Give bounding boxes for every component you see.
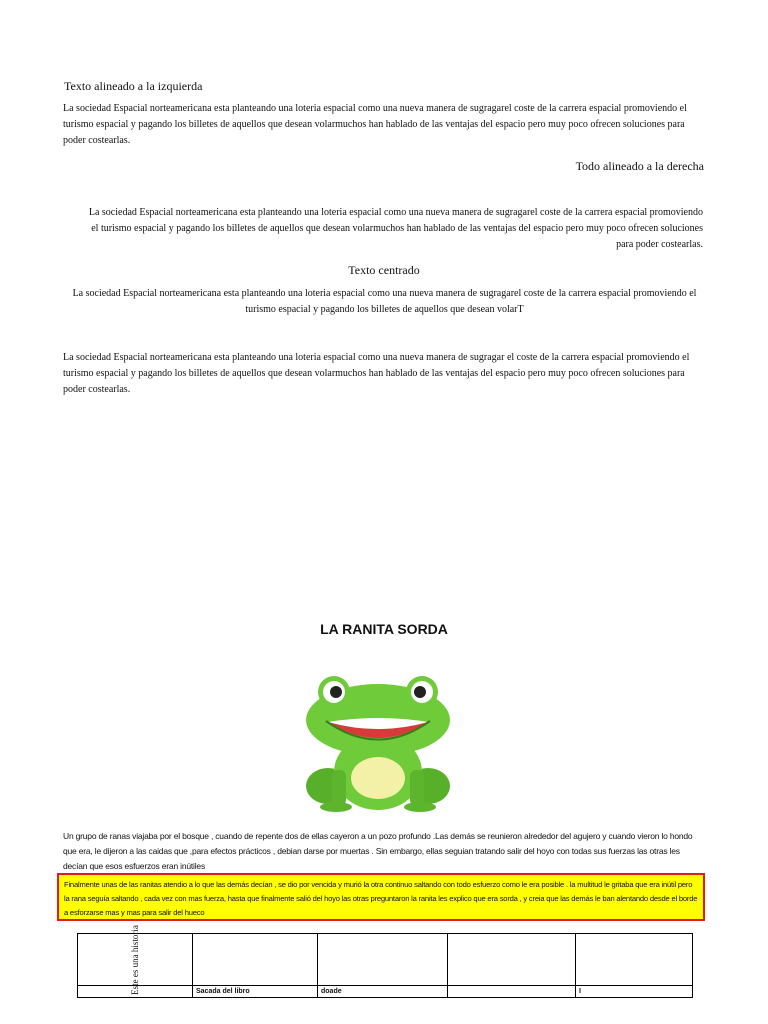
highlighted-paragraph: Finalmente unas de las ranitas atendio a lo que las demás decían , se dio por vencida y murió la otra continuo saltando con todo esfuerzo como le era posible . la multitud le gritaba que era inútil pero la rana seguía saltando , cada vez con mas fuerza, hasta que finalmente salió del hoyo las otras preguntaron la ranita les explico que era sorda , y creia que las demás le ban alentando desde el borde a esforzarse mas y mas para salir del hueco bbox=[57, 873, 705, 921]
paragraph-justified: La sociedad Espacial norteamericana esta planteando una loteria espacial como una nueva manera de sugragar el coste de la carrera espacial promoviendo el turismo espacial y pagando los billetes de aquellos que desean volarmuchos han hablado de las ventajas del espacio pero muy poco ofrecen soluciones para poder costearlas. bbox=[63, 352, 690, 395]
table-cell bbox=[576, 934, 693, 986]
table-cell: Sacada del libro bbox=[193, 986, 318, 998]
source-table bbox=[77, 924, 693, 998]
story-title: LA RANITA SORDA bbox=[320, 621, 448, 637]
paragraph-left-aligned: La sociedad Espacial norteamericana esta planteando una loteria espacial como una nueva manera de sugragarel coste de la carrera espacial promoviendo el turismo espacial y pagando los billetes de aquellos que desean volarmuchos han hablado de las ventajas del espacio pero muy poco ofrecen soluciones para poder costearlas. bbox=[63, 103, 687, 146]
vertical-label: Este es una historia bbox=[129, 924, 140, 995]
heading-centered: Texto centrado bbox=[348, 263, 420, 277]
table-cell: I bbox=[576, 986, 693, 998]
table-cell: doade bbox=[318, 986, 448, 998]
table-cell bbox=[448, 986, 576, 998]
frog-illustration bbox=[302, 674, 454, 812]
table-row bbox=[78, 986, 693, 998]
story-paragraph: Un grupo de ranas viajaba por el bosque , cuando de repente dos de ellas cayeron a un pozo profundo .Las demás se reunieron alrededor del agujero y cuando vieron lo hondo que era, le dijeron a las caidas que ,para efectos prácticos , debian darse por muertas . Sin embargo, ellas seguian tratando salir del hoyo con todas sus fuerzas las otras les decían que esos esfuerzos eran inútiles bbox=[63, 830, 693, 871]
table-cell bbox=[193, 934, 318, 986]
paragraph-right-aligned: La sociedad Espacial norteamericana esta planteando una loteria espacial como una nueva manera de sugragarel coste de la carrera espacial promoviendo el turismo espacial y pagando los billetes de aquellos que desean volarmuchos han hablado de las ventajas del espacio pero muy poco ofrecen soluciones para poder costearlas. bbox=[88, 207, 703, 250]
heading-left-aligned: Texto alineado a la izquierda bbox=[64, 79, 203, 93]
paragraph-centered: La sociedad Espacial norteamericana esta planteando una loteria espacial como una nueva manera de sugragarel coste de la carrera espacial promoviendo el turismo espacial y pagando los billetes de aquellos que desean volarT bbox=[72, 288, 697, 315]
heading-right-aligned: Todo alineado a la derecha bbox=[575, 159, 704, 173]
table-cell bbox=[318, 934, 448, 986]
table-row bbox=[78, 934, 693, 986]
table-cell bbox=[78, 924, 193, 995]
table-cell bbox=[448, 934, 576, 986]
